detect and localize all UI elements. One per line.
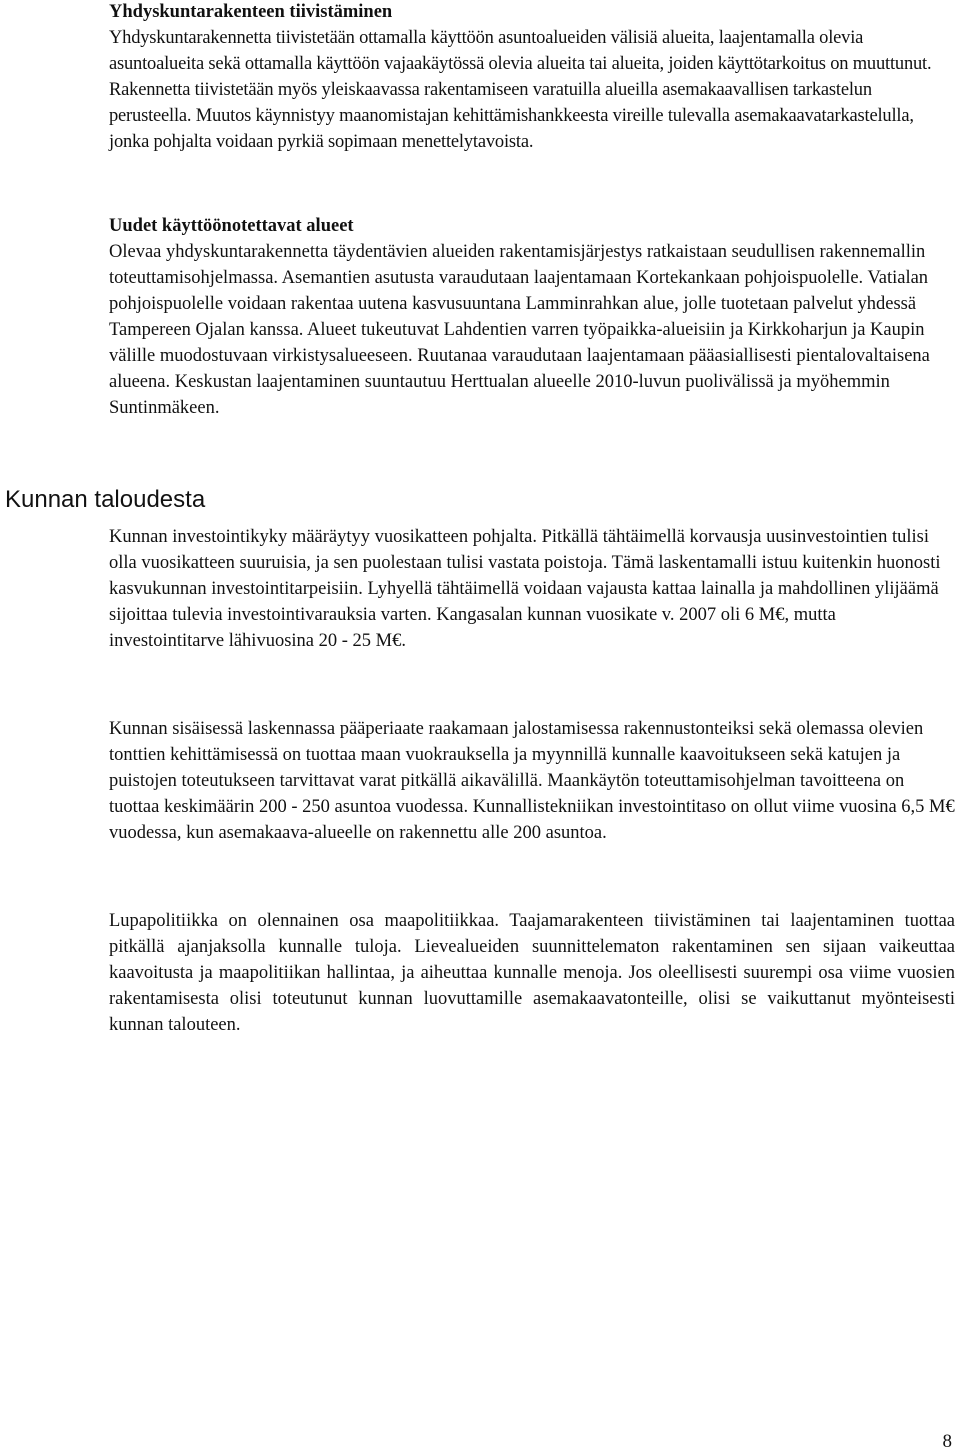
subsection-paragraph: Yhdyskuntarakennetta tiivistetään ottamalla käyttöön asuntoalueiden välisiä alueita, laajentamalla olevia asuntoalueita sekä ottamalla käyttöön vajaakäytössä olevia alueita tai alueita, joiden käyttötarkoitus on muuttunut. Rakennetta tiivistetään myös yleiskaavassa rakentamiseen varatuilla alueilla asemakaavallisen tarkastelun perusteella. Muutos käynnistyy maanomistajan kehittämishankkeesta vireille tulevalla asemakaavatarkastelulla, jonka pohjalta voidaan pyrkiä sopimaan menettelytavoista.	[109, 28, 932, 152]
section-new-areas	[109, 214, 955, 421]
subsection-heading: Yhdyskuntarakenteen tiivistäminen	[109, 2, 393, 22]
body-paragraph: Kunnan investointikyky määräytyy vuosikatteen pohjalta. Pitkällä tähtäimellä korvausja uusinvestointien tulisi olla vuosikatteen suuruisia, ja sen puolestaan tulisi vastata poistoja. Tämä laskentamalli istuu kuitenkin huonosti kasvukunnan investointitarpeisiin. Lyhyellä tähtäimellä voidaan vajausta kattaa lainalla ja mahdollinen ylijäämä sijoittaa tulevia investointivarauksia varten. Kangasalan kunnan vuosikate v. 2007 oli 6 M€, mutta investointitarve lähivuosina 20 - 25 M€.	[109, 527, 941, 651]
subsection-heading: Uudet käyttöönotettavat alueet	[109, 216, 354, 236]
page-number: 8	[942, 1431, 952, 1452]
subsection-paragraph: Olevaa yhdyskuntarakennetta täydentävien alueiden rakentamisjärjestys ratkaistaan seudullisen rakennemallin toteuttamisohjelmassa. Asemantien asutusta varaudutaan laajentamaan Kortekankaan pohjoispuolelle. Vatialan pohjoispuolelle voidaan rakentaa uutena kasvusuuntana Lamminrahkan alue, jolle tuotetaan palvelut yhdessä Tampereen Ojalan kanssa. Alueet tukeutuvat Lahdentien varren työpaikka-alueisiin ja Kirkkoharjun ja Kaupin välille muodostuvaan virkistysalueeseen. Ruutanaa varaudutaan laajentamaan pääasiallisesti pientalovaltaisena alueena. Keskustan laajentaminen suuntautuu Herttualan alueelle 2010-luvun puolivälissä ja myöhemmin Suntinmäkeen.	[109, 242, 930, 418]
section-densification	[109, 0, 955, 155]
paragraph-internal-accounting	[109, 716, 955, 846]
body-paragraph: Kunnan sisäisessä laskennassa pääperiaate raakamaan jalostamisessa rakennustonteiksi sekä olemassa olevien tonttien kehittämisessä on tuottaa maan vuokrauksella ja myynnillä kunnalle kaavoitukseen sekä katujen ja puistojen toteutukseen tarvittavat varat pitkällä aikavälillä. Maankäytön toteuttamisohjelman tavoitteena on tuottaa keskimäärin 200 - 250 asuntoa vuodessa. Kunnallistekniikan investointitaso on ollut viime vuosina 6,5 M€ vuodessa, kun asemakaava-alueelle on rakennettu alle 200 asuntoa.	[109, 719, 955, 843]
paragraph-permit-policy	[109, 908, 955, 1038]
body-paragraph: Lupapolitiikka on olennainen osa maapolitiikkaa. Taajamarakenteen tiivistäminen tai laajentaminen tuottaa pitkällä ajanjaksolla kunnalle tuloja. Lievealueiden suunnittelematon rakentaminen sen sijaan vaikeuttaa kaavoitusta ja maapolitiikan hallintaa, ja aiheuttaa kunnalle menoja. Jos oleellisesti suurempi osa viime vuosien rakentamisesta olisi toteutunut kunnan luovuttamille asemakaavatonteille, olisi se vaikuttanut myönteisesti kunnan talouteen.	[109, 911, 955, 1035]
section-heading: Kunnan taloudesta	[5, 486, 206, 513]
paragraph-investment-capacity	[109, 524, 955, 654]
